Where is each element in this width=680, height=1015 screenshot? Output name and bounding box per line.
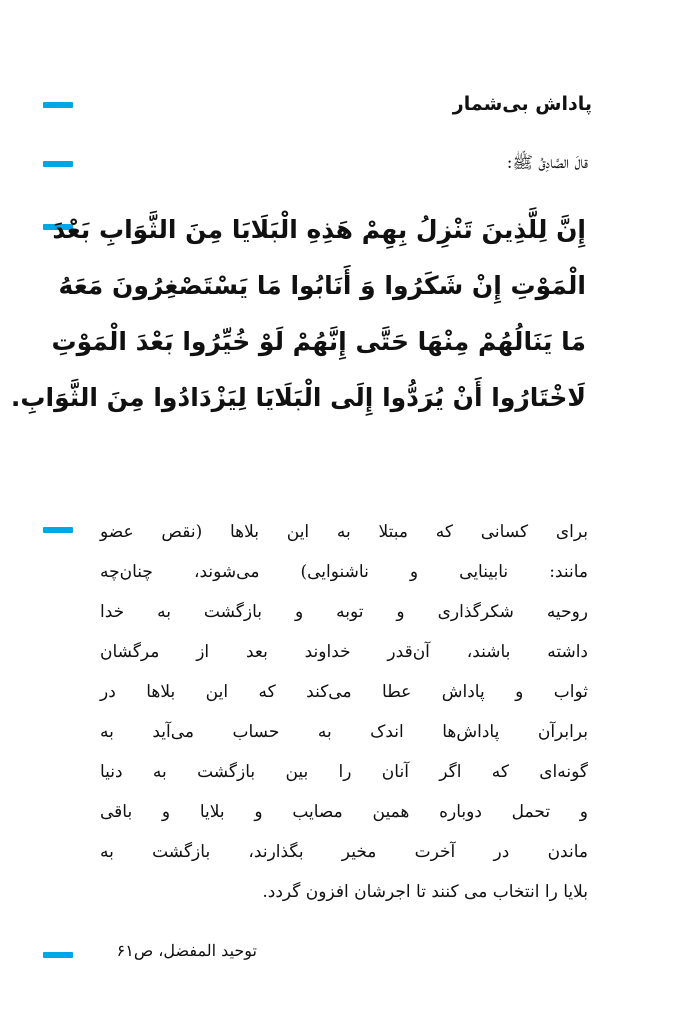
translation-line: روحیه شکرگذاری و توبه و بازگشت به خدا — [100, 602, 588, 622]
hadith-attribution: قالَ الصَّادِقُ ﷺ: — [506, 153, 588, 173]
translation-marker — [43, 527, 73, 533]
translation-paragraph — [100, 512, 588, 912]
translation-line: ثواب و پاداش عطا می‌کند که این بلاها در — [100, 682, 588, 702]
section-title: پاداش بی‌شمار — [452, 93, 592, 115]
attribution-marker — [43, 161, 73, 167]
translation-line: ماندن در آخرت مخیر بگذارند، بازگشت به — [100, 842, 588, 862]
source-marker — [43, 952, 73, 958]
hadith-line: إِنَّ لِلَّذِينَ تَنْزِلُ بِهِمْ هَذِهِ الْبَلَايَا مِنَ الثَّوَابِ بَعْدَ — [52, 215, 586, 244]
translation-line: برای کسانی که مبتلا به این بلاها (نقص عضو — [100, 522, 588, 542]
translation-line: داشته باشند، آن‌قدر خداوند بعد از مرگشان — [100, 642, 588, 662]
hadith-arabic-text — [10, 202, 586, 426]
hadith-line: الْمَوْتِ إِنْ شَكَرُوا وَ أَنَابُوا مَا يَسْتَصْغِرُونَ مَعَهُ — [58, 271, 586, 300]
translation-line: برابرآن پاداش‌ها اندک به حساب می‌آید به — [100, 722, 588, 742]
translation-line: گونه‌ای که اگر آنان را بین بازگشت به دنیا — [100, 762, 588, 782]
translation-line: و تحمل دوباره همین مصایب و بلایا و باقی — [100, 802, 588, 822]
hadith-line: مَا يَنَالُهُمْ مِنْهَا حَتَّى إِنَّهُمْ لَوْ خُيِّرُوا بَعْدَ الْمَوْتِ — [51, 327, 586, 356]
title-marker — [43, 102, 73, 108]
source-reference: توحید المفضل، ص۶۱ — [116, 941, 257, 960]
translation-line: بلایا را انتخاب می کنند تا اجرشان افزون گردد. — [262, 882, 588, 902]
hadith-line: لَاخْتَارُوا أَنْ يُرَدُّوا إِلَى الْبَلَايَا لِيَزْدَادُوا مِنَ الثَّوَابِ. — [10, 383, 586, 412]
translation-line: مانند: نابینایی و ناشنوایی) می‌شوند، چنان‌چه — [100, 562, 588, 582]
